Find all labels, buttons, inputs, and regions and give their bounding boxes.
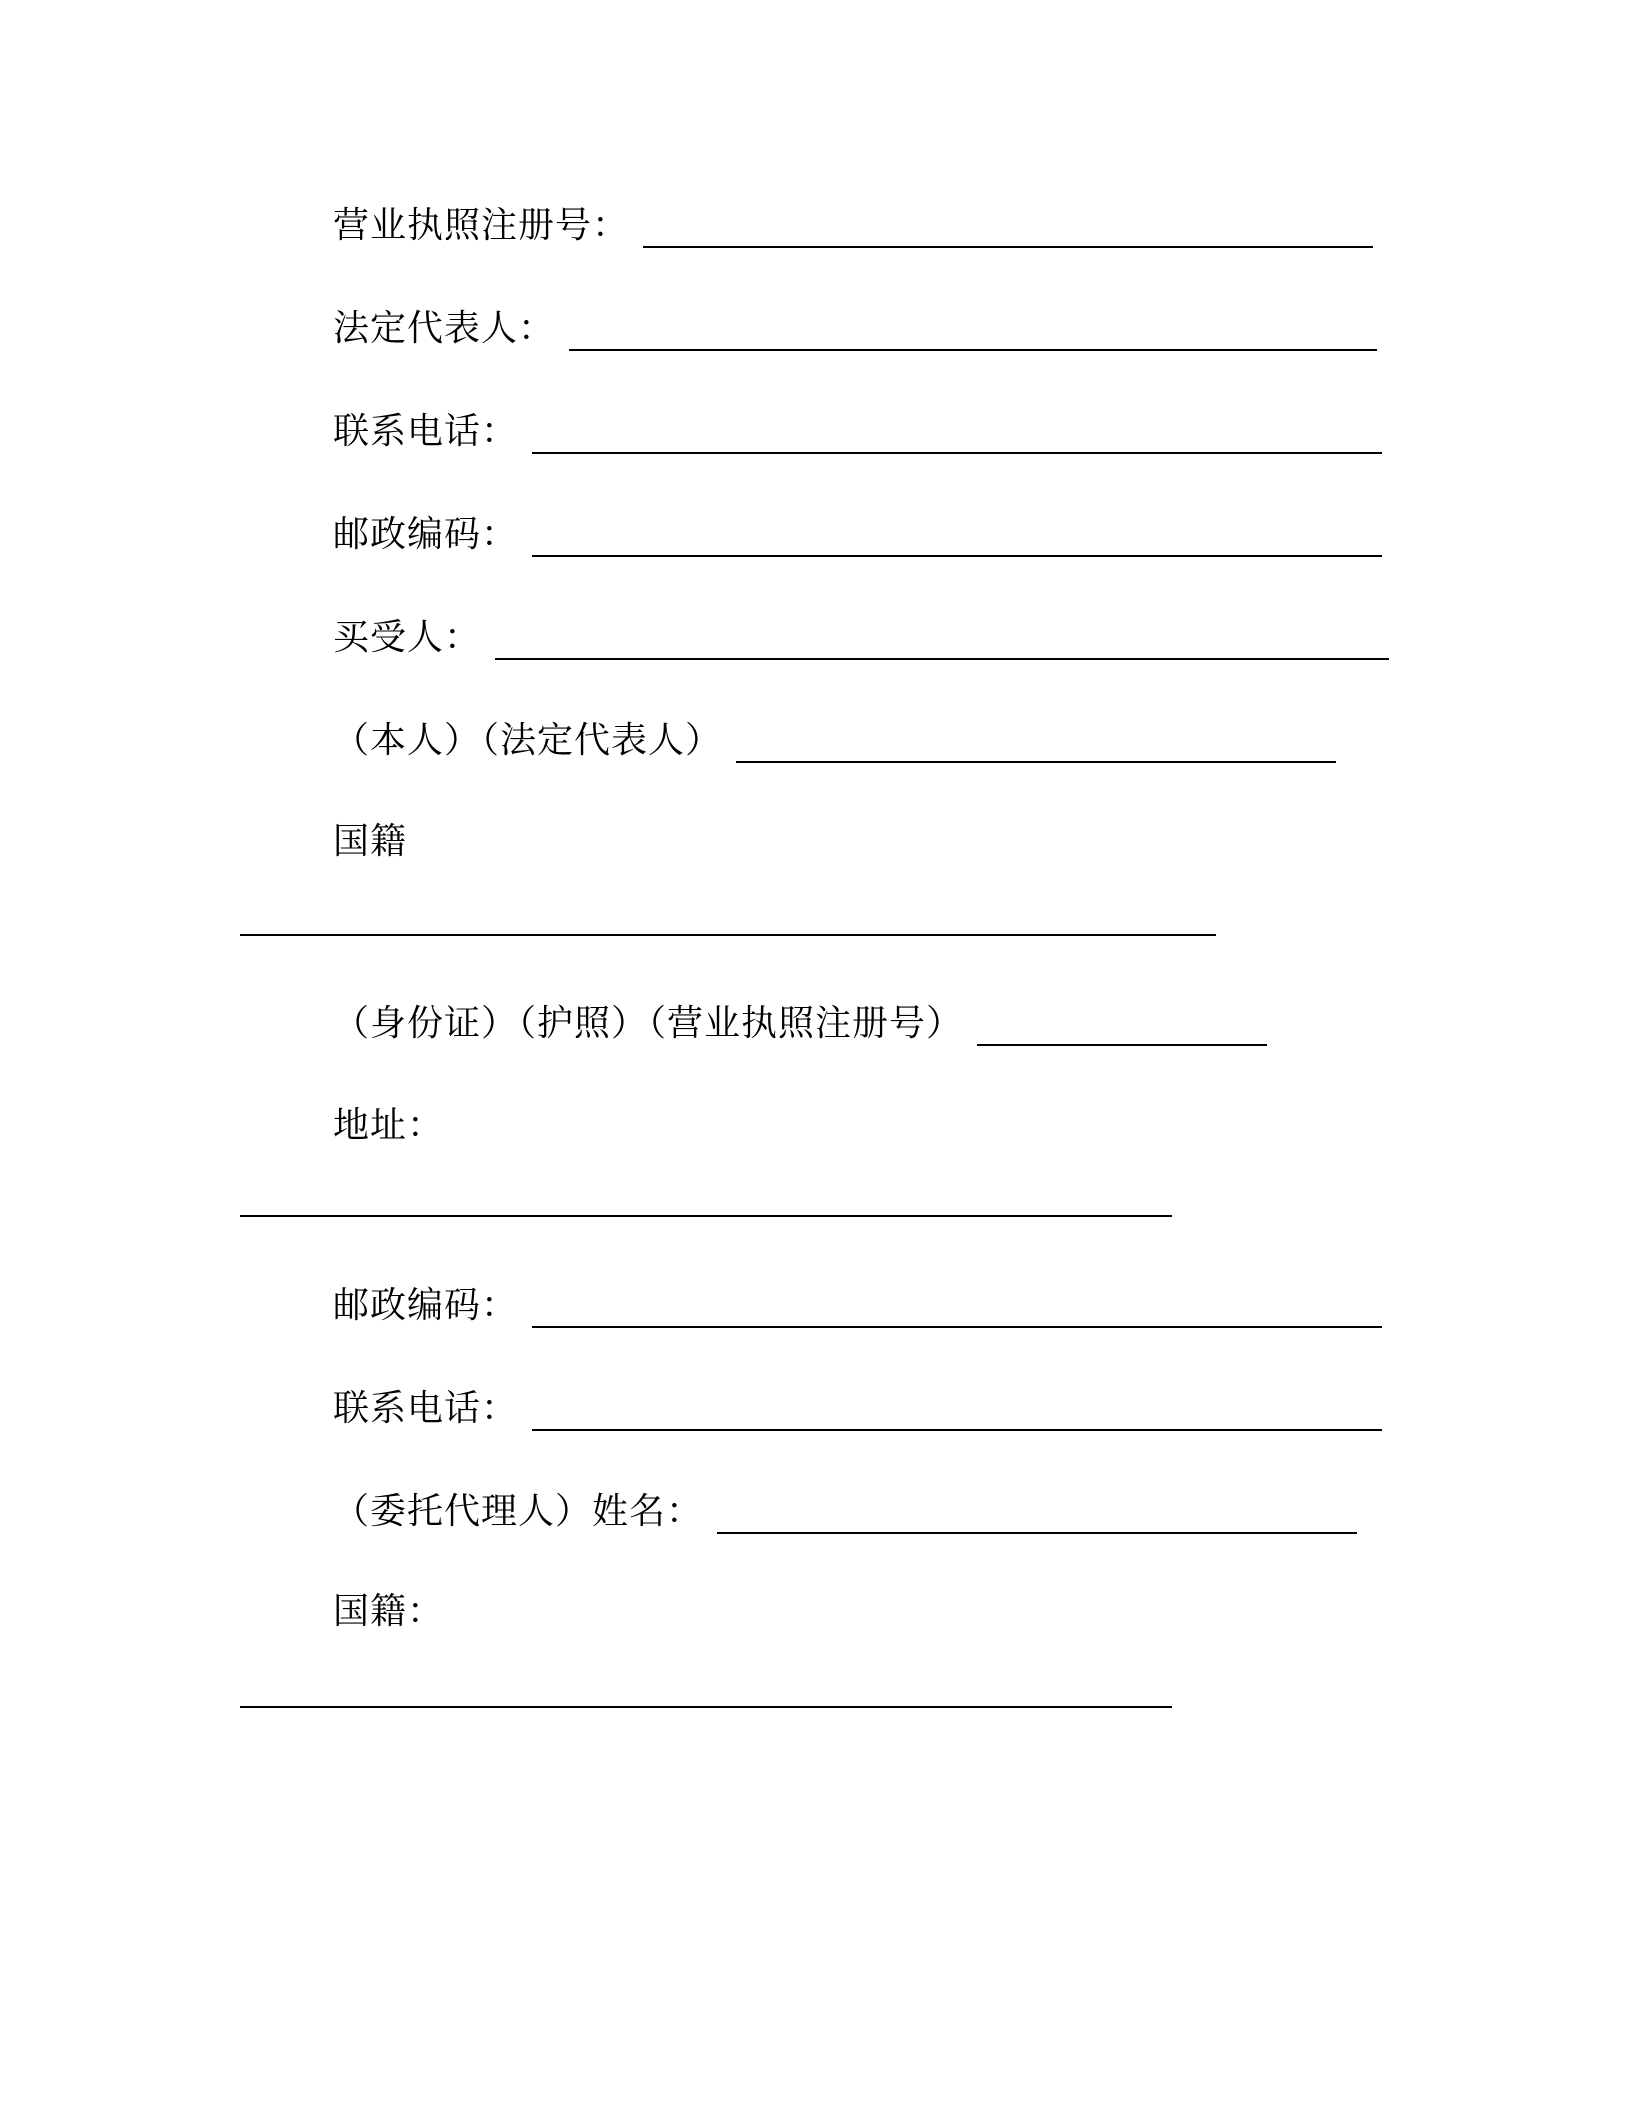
buyer-field[interactable] [495,624,1389,660]
agent-name-label: （委托代理人）姓名： [333,1491,704,1532]
seller-business-license-label: 营业执照注册号： [333,205,630,246]
buyer-postcode-row [333,1272,1382,1328]
buyer-postcode-field[interactable] [532,1292,1382,1328]
buyer-id-field[interactable] [977,1010,1267,1046]
buyer-label: 买受人： [333,617,482,658]
buyer-phone-field[interactable] [532,1395,1382,1431]
agent-nationality-label: 国籍： [333,1591,445,1632]
seller-legal-rep-label: 法定代表人： [333,308,556,349]
buyer-phone-row [333,1375,1382,1431]
buyer-phone-label: 联系电话： [333,1388,519,1429]
buyer-person-label: （本人）（法定代表人） [333,720,723,761]
buyer-nationality-field[interactable] [240,934,1216,936]
buyer-nationality-label: 国籍 [333,821,408,862]
seller-legal-rep-field[interactable] [569,315,1377,351]
agent-nationality-field[interactable] [240,1706,1172,1708]
seller-postcode-row [333,501,1382,557]
buyer-id-label: （身份证）（护照）（营业执照注册号） [333,1003,964,1044]
buyer-address-row [333,1092,444,1148]
buyer-address-label: 地址： [333,1105,445,1146]
seller-postcode-field[interactable] [532,521,1382,557]
seller-business-license-field[interactable] [643,212,1373,248]
buyer-id-row [333,990,1267,1046]
seller-phone-label: 联系电话： [333,411,519,452]
buyer-person-row [333,707,1336,763]
seller-legal-rep-row [333,295,1377,351]
seller-phone-field[interactable] [532,418,1382,454]
seller-business-license-row [333,192,1373,248]
buyer-nationality-row [333,808,407,864]
seller-postcode-label: 邮政编码： [333,514,519,555]
buyer-person-field[interactable] [736,727,1336,763]
seller-phone-row [333,398,1382,454]
agent-name-field[interactable] [717,1498,1357,1534]
buyer-address-field[interactable] [240,1215,1172,1217]
agent-name-row [333,1478,1357,1534]
buyer-postcode-label: 邮政编码： [333,1285,519,1326]
agent-nationality-row [333,1578,444,1634]
buyer-row [333,604,1389,660]
